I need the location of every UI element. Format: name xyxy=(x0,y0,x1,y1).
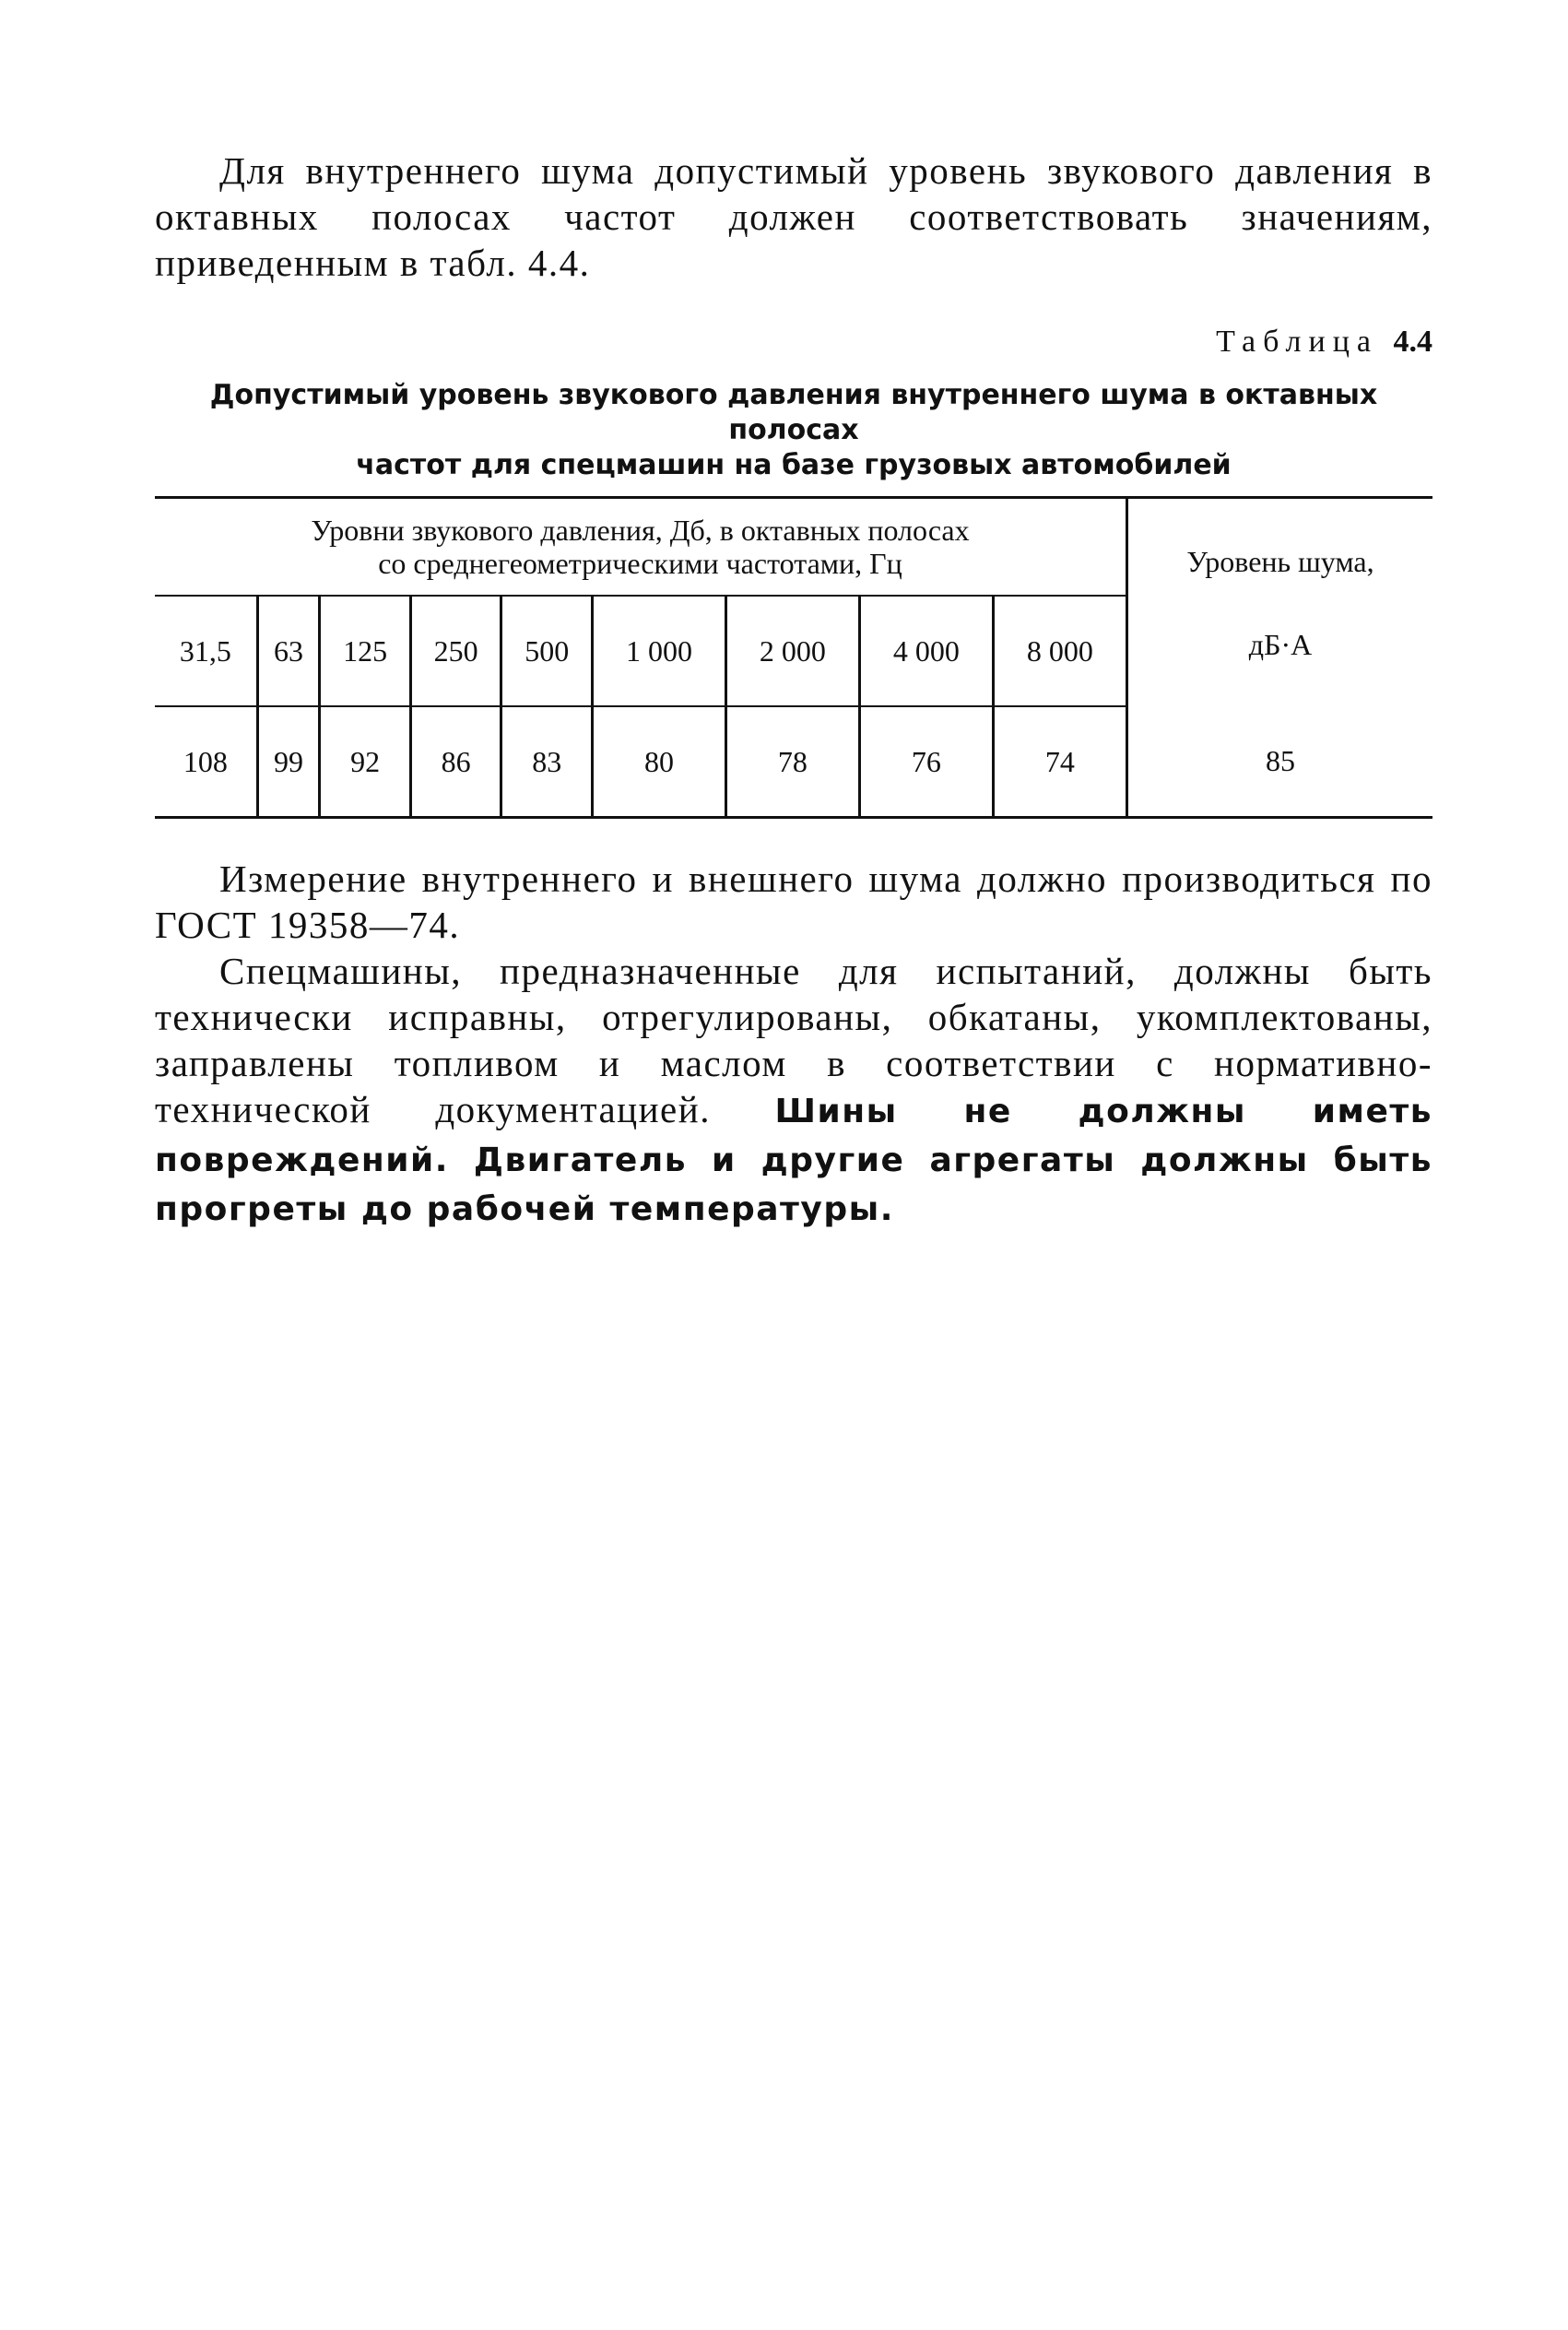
value-cell: 99 xyxy=(257,706,320,818)
freq-cell: 4 000 xyxy=(859,596,993,706)
specs-paragraph xyxy=(155,948,1432,1233)
value-cell: 78 xyxy=(725,706,859,818)
table-title-line1: Допустимый уровень звукового давления внутреннего шума в октавных полосах xyxy=(209,379,1378,446)
noise-level-header xyxy=(1127,498,1433,707)
freq-cell: 125 xyxy=(320,596,411,706)
measurement-paragraph: Измерение внутреннего и внешнего шума должно производиться по ГОСТ 19358—74. xyxy=(155,857,1432,946)
noise-level-value: 85 xyxy=(1266,744,1295,777)
table-title xyxy=(155,378,1432,483)
freq-cell: 250 xyxy=(410,596,501,706)
freq-cell: 1 000 xyxy=(592,596,725,706)
table-label xyxy=(155,325,1432,360)
value-cell: 80 xyxy=(592,706,725,818)
document-page xyxy=(155,148,1432,1233)
value-cell: 108 xyxy=(155,706,257,818)
value-cell: 83 xyxy=(501,706,593,818)
value-cell: 86 xyxy=(410,706,501,818)
noise-level-header-line1: Уровень шума, xyxy=(1186,544,1374,578)
value-cell: 76 xyxy=(859,706,993,818)
group-header-line2: со среднегеометрическими частотами, Гц xyxy=(378,547,902,580)
intro-paragraph: Для внутреннего шума допустимый уровень звукового давления в октавных полосах частот должен соответствовать значениям, приведенным в табл. 4.4. xyxy=(155,149,1432,284)
specs-regular-text: Спецмашины, предназначенные для испытаний, должны быть технически исправны, отрегулированы, обкатаны, укомплектованы, заправлены топливом и маслом в соответствии с нормативно-технической документацией. xyxy=(155,950,1432,1130)
value-cell: 74 xyxy=(993,706,1126,818)
values-row xyxy=(155,706,1432,818)
table-title-line2: частот для спецмашин на базе грузовых автомобилей xyxy=(356,449,1232,481)
freq-cell: 2 000 xyxy=(725,596,859,706)
value-cell: 92 xyxy=(320,706,411,818)
table-label-number: 4.4 xyxy=(1393,325,1432,359)
noise-level-header-line2: дБ·А xyxy=(1248,627,1313,661)
freq-cell: 8 000 xyxy=(993,596,1126,706)
group-header-line1: Уровни звукового давления, Дб, в октавных полосах xyxy=(311,514,970,547)
group-header xyxy=(155,498,1127,597)
table-label-word: Таблица xyxy=(1216,325,1378,359)
noise-table xyxy=(155,496,1432,819)
freq-cell: 31,5 xyxy=(155,596,257,706)
specs-bold-text: Шины не должны иметь повреждений. Двигатель и другие агрегаты должны быть прогреты до рабочей температуры. xyxy=(155,1093,1433,1228)
freq-cell: 63 xyxy=(257,596,320,706)
freq-cell: 500 xyxy=(501,596,593,706)
